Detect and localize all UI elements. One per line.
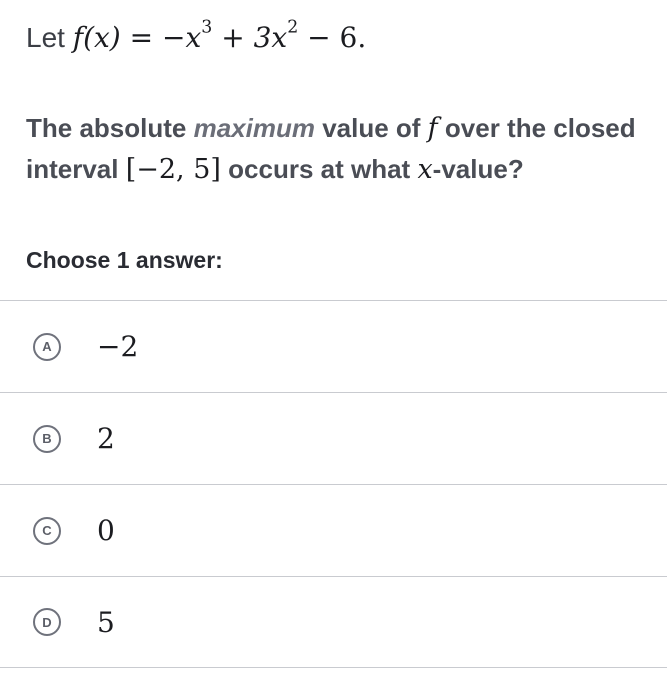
answer-prompt: Choose 1 answer: [26,247,223,273]
equals-sign: = [129,21,154,54]
choice-c-bubble[interactable]: C [33,517,61,545]
question-part-2: value of [314,113,428,143]
choice-a-bubble[interactable]: A [33,333,61,361]
rhs-exponent-2: 2 [287,17,299,38]
problem-statement [26,18,366,58]
question-part-5: -value? [432,154,524,184]
rhs-term-1: −x [162,21,202,54]
x-symbol: x [417,154,433,185]
choice-b-value: 2 [97,422,115,455]
rhs-term-2: + 3x [221,21,288,54]
question-part-1: The absolute [26,113,194,143]
choice-d-bubble[interactable]: D [33,608,61,636]
choice-d[interactable] [0,576,667,668]
question-text [26,108,646,190]
choice-b[interactable] [0,392,667,484]
rhs-term-3: − 6. [307,21,367,54]
choice-a-value: −2 [97,330,139,363]
choice-b-bubble[interactable]: B [33,425,61,453]
question-part-3: over the closed interval [26,113,636,184]
question-emphasis: maximum [193,113,315,143]
choice-a[interactable] [0,300,667,392]
choice-c-value: 0 [97,514,115,547]
question-part-4: occurs at what [220,154,418,184]
rhs-exponent-1: 3 [201,17,213,38]
interval-expression: [−2, 5] [125,154,221,185]
choice-d-value: 5 [97,605,115,639]
choice-c[interactable] [0,484,667,576]
let-word: Let [26,22,65,53]
function-definition [72,17,367,54]
function-symbol: f [427,113,438,144]
function-lhs: f(x) [72,21,121,54]
answer-choices [0,300,667,668]
